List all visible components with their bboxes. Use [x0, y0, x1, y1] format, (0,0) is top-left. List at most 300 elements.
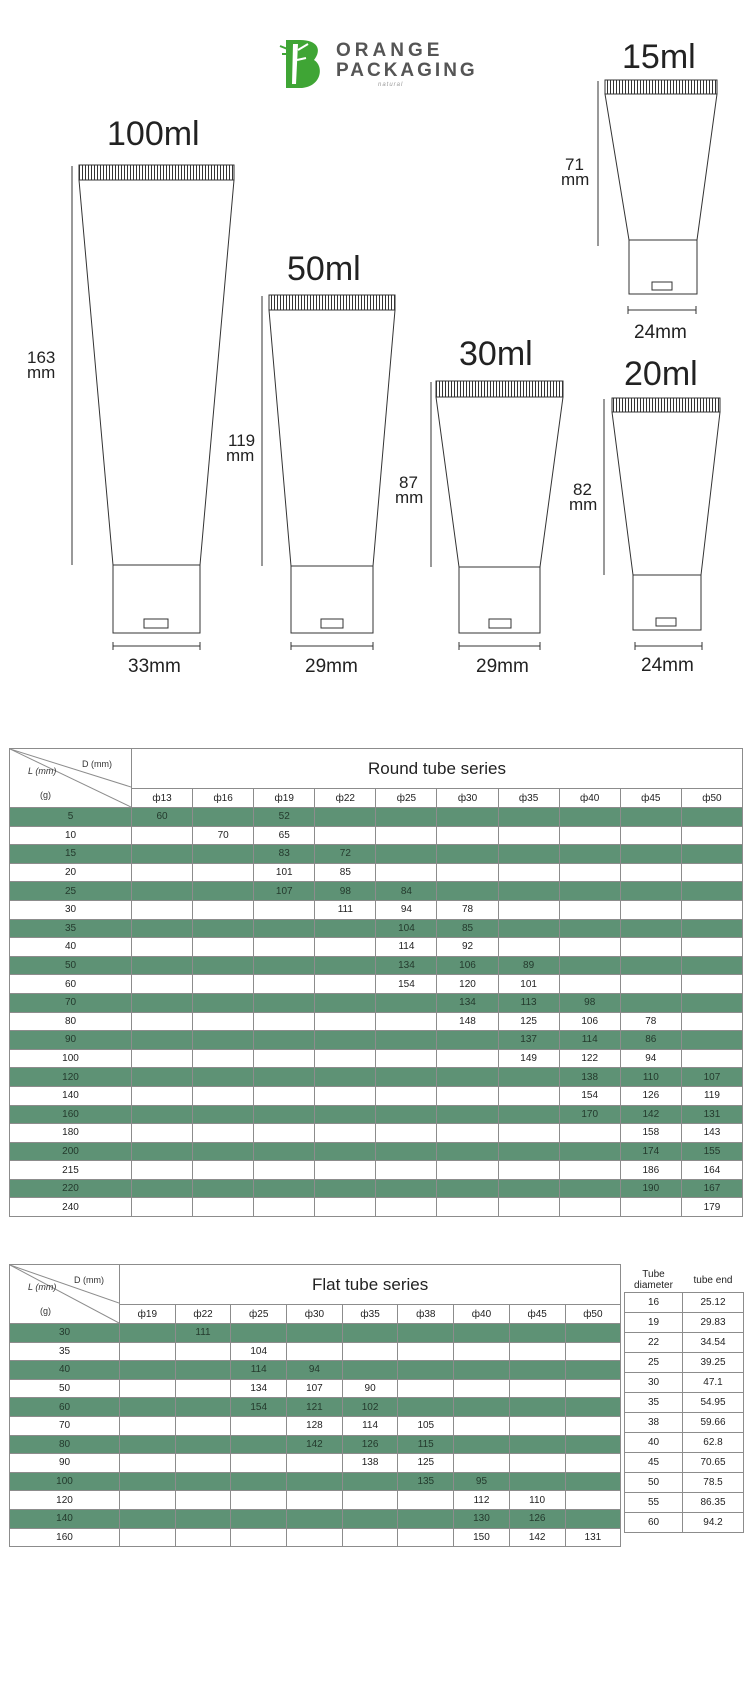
- table-cell: 102: [342, 1398, 398, 1417]
- table-cell: [120, 1416, 176, 1435]
- table-cell: [193, 1179, 254, 1198]
- brand-name-line1: ORANGE: [336, 40, 444, 61]
- table-cell: [454, 1416, 510, 1435]
- table-cell: [193, 900, 254, 919]
- table-cell: [454, 1398, 510, 1417]
- table-cell: [231, 1324, 287, 1343]
- tube-20ml-volume: 20ml: [624, 355, 698, 393]
- tube-100ml-volume: 100ml: [107, 115, 200, 153]
- row-length-cell: 160: [10, 1528, 120, 1547]
- table-row: [625, 1413, 744, 1433]
- table-cell: [315, 1012, 376, 1031]
- table-cell: 98: [559, 993, 620, 1012]
- row-length-cell: 50: [10, 1379, 120, 1398]
- table-cell: [175, 1491, 231, 1510]
- table-row: [10, 1361, 621, 1380]
- table-cell: 110: [620, 1068, 681, 1087]
- table-cell: 126: [509, 1509, 565, 1528]
- table-cell: [342, 1491, 398, 1510]
- column-header: ф50: [565, 1305, 621, 1324]
- table-cell: [132, 1161, 193, 1180]
- table-cell: [398, 1324, 454, 1343]
- table-cell: [681, 900, 742, 919]
- table-cell: 130: [454, 1509, 510, 1528]
- table-cell: [175, 1528, 231, 1547]
- table-cell: [559, 900, 620, 919]
- row-length-cell: 80: [10, 1435, 120, 1454]
- table-cell: [565, 1379, 621, 1398]
- table-row: [625, 1373, 744, 1393]
- table-cell: [315, 826, 376, 845]
- table-cell: [254, 956, 315, 975]
- tube-20ml-height-value: 82: [573, 480, 592, 499]
- table-cell: [437, 1198, 498, 1217]
- table-cell: [437, 1068, 498, 1087]
- table-cell: 94: [287, 1361, 343, 1380]
- row-length-cell: 100: [10, 1049, 132, 1068]
- table-cell: [254, 1105, 315, 1124]
- table-cell: 110: [509, 1491, 565, 1510]
- table-cell: [376, 1049, 437, 1068]
- column-header: ф45: [509, 1305, 565, 1324]
- table-cell: [193, 938, 254, 957]
- table-row: [10, 1472, 621, 1491]
- table-cell: [437, 1031, 498, 1050]
- tube-20ml-outline: [604, 398, 720, 650]
- table-cell: [132, 1142, 193, 1161]
- table-cell: [254, 993, 315, 1012]
- row-length-cell: 90: [10, 1031, 132, 1050]
- tube-end-cell: 94.2: [683, 1513, 744, 1533]
- row-length-cell: 60: [10, 1398, 120, 1417]
- table-cell: 78: [437, 900, 498, 919]
- table-cell: [193, 993, 254, 1012]
- tube-20ml-width: 24mm: [641, 655, 694, 676]
- table-cell: 135: [398, 1472, 454, 1491]
- table-cell: [398, 1379, 454, 1398]
- table-cell: [193, 1068, 254, 1087]
- table-cell: [376, 1086, 437, 1105]
- table-cell: 158: [620, 1124, 681, 1143]
- brand-name-line2: PACKAGING: [336, 60, 478, 81]
- table-cell: [681, 993, 742, 1012]
- corner-l-label: L (mm): [28, 1282, 57, 1292]
- table-cell: [231, 1472, 287, 1491]
- table-cell: [254, 1068, 315, 1087]
- table-cell: [193, 845, 254, 864]
- table-cell: [454, 1361, 510, 1380]
- table-cell: [315, 993, 376, 1012]
- column-header: ф25: [376, 789, 437, 808]
- row-length-cell: 70: [10, 993, 132, 1012]
- column-header: ф50: [681, 789, 742, 808]
- table-cell: [498, 845, 559, 864]
- table-cell: 114: [342, 1416, 398, 1435]
- table-cell: [254, 1198, 315, 1217]
- table-cell: [620, 826, 681, 845]
- table-cell: [231, 1454, 287, 1473]
- table-row: [10, 1124, 743, 1143]
- table-cell: 125: [498, 1012, 559, 1031]
- table-row: [10, 900, 743, 919]
- table-cell: 52: [254, 808, 315, 827]
- table-cell: 122: [559, 1049, 620, 1068]
- table-cell: 126: [342, 1435, 398, 1454]
- tube-30ml-height-value: 87: [399, 473, 418, 492]
- table-cell: [498, 1161, 559, 1180]
- table-cell: [437, 1086, 498, 1105]
- table-cell: [254, 1031, 315, 1050]
- table-cell: [193, 1105, 254, 1124]
- diameter-cell: 19: [625, 1313, 683, 1333]
- table-cell: 89: [498, 956, 559, 975]
- table-cell: 101: [254, 863, 315, 882]
- table-row: [10, 1068, 743, 1087]
- table-cell: [287, 1454, 343, 1473]
- table-cell: [193, 808, 254, 827]
- table-cell: 143: [681, 1124, 742, 1143]
- diameter-cell: 22: [625, 1333, 683, 1353]
- table-cell: [437, 826, 498, 845]
- table-cell: [132, 826, 193, 845]
- table-cell: 154: [231, 1398, 287, 1417]
- row-length-cell: 60: [10, 975, 132, 994]
- table-cell: [498, 808, 559, 827]
- table-cell: [559, 826, 620, 845]
- tube-end-cell: 86.35: [683, 1493, 744, 1513]
- corner-d-label: D (mm): [74, 1275, 105, 1285]
- tube-diameter-header: Tube diameter: [634, 1269, 673, 1291]
- table-cell: [509, 1435, 565, 1454]
- table-cell: 134: [437, 993, 498, 1012]
- table-cell: 107: [681, 1068, 742, 1087]
- table-cell: [132, 1198, 193, 1217]
- table-cell: [315, 1179, 376, 1198]
- table-cell: [398, 1491, 454, 1510]
- tube-drawings: [0, 0, 750, 700]
- flat-table-title: Flat tube series: [120, 1265, 621, 1305]
- table-cell: [620, 882, 681, 901]
- table-cell: 137: [498, 1031, 559, 1050]
- tube-end-cell: 78.5: [683, 1473, 744, 1493]
- table-cell: 154: [559, 1086, 620, 1105]
- table-cell: 126: [620, 1086, 681, 1105]
- table-cell: [620, 900, 681, 919]
- tube-end-cell: 34.54: [683, 1333, 744, 1353]
- table-cell: [315, 1049, 376, 1068]
- column-header: ф22: [315, 789, 376, 808]
- table-cell: [193, 1142, 254, 1161]
- table-cell: [254, 975, 315, 994]
- table-cell: [120, 1509, 176, 1528]
- table-cell: 90: [342, 1379, 398, 1398]
- table-row: [625, 1333, 744, 1353]
- table-cell: [231, 1528, 287, 1547]
- column-header: ф40: [454, 1305, 510, 1324]
- table-cell: [342, 1342, 398, 1361]
- table-cell: [254, 1161, 315, 1180]
- table-cell: [498, 919, 559, 938]
- table-cell: [132, 1049, 193, 1068]
- row-length-cell: 35: [10, 919, 132, 938]
- table-cell: 125: [398, 1454, 454, 1473]
- table-cell: 149: [498, 1049, 559, 1068]
- table-cell: [132, 956, 193, 975]
- table-cell: [454, 1379, 510, 1398]
- tube-end-cell: 70.65: [683, 1453, 744, 1473]
- table-cell: [565, 1416, 621, 1435]
- table-cell: 113: [498, 993, 559, 1012]
- table-cell: [120, 1491, 176, 1510]
- tube-end-header: tube end: [693, 1274, 733, 1286]
- table-cell: 142: [509, 1528, 565, 1547]
- table-cell: [254, 1142, 315, 1161]
- row-length-cell: 100: [10, 1472, 120, 1491]
- diameter-cell: 55: [625, 1493, 683, 1513]
- diameter-cell: 50: [625, 1473, 683, 1493]
- table-cell: 86: [620, 1031, 681, 1050]
- table-cell: [498, 882, 559, 901]
- table-cell: [376, 845, 437, 864]
- row-length-cell: 240: [10, 1198, 132, 1217]
- row-length-cell: 160: [10, 1105, 132, 1124]
- column-header: ф13: [132, 789, 193, 808]
- table-cell: 83: [254, 845, 315, 864]
- table-cell: [565, 1342, 621, 1361]
- table-cell: [315, 1161, 376, 1180]
- table-row: [10, 863, 743, 882]
- table-cell: [231, 1416, 287, 1435]
- table-cell: 98: [315, 882, 376, 901]
- table-cell: [437, 1049, 498, 1068]
- row-length-cell: 35: [10, 1342, 120, 1361]
- table-cell: 120: [437, 975, 498, 994]
- table-cell: [342, 1324, 398, 1343]
- tube-15ml-outline: [598, 80, 717, 314]
- tube-15ml-width: 24mm: [634, 322, 687, 343]
- table-cell: [193, 1086, 254, 1105]
- table-cell: [254, 1179, 315, 1198]
- table-cell: [315, 1031, 376, 1050]
- table-cell: [376, 808, 437, 827]
- table-cell: [376, 1031, 437, 1050]
- table-cell: 131: [565, 1528, 621, 1547]
- diameter-cell: 60: [625, 1513, 683, 1533]
- table-cell: [437, 1124, 498, 1143]
- column-header: ф35: [342, 1305, 398, 1324]
- table-cell: [498, 938, 559, 957]
- table-cell: 138: [342, 1454, 398, 1473]
- tube-50ml-outline: [262, 295, 395, 650]
- row-length-cell: 30: [10, 1324, 120, 1343]
- column-header: ф35: [498, 789, 559, 808]
- tube-end-cell: 47.1: [683, 1373, 744, 1393]
- table-cell: [132, 993, 193, 1012]
- corner-l-label: L (mm): [28, 766, 57, 776]
- table-cell: [681, 808, 742, 827]
- table-cell: [437, 1105, 498, 1124]
- row-length-cell: 140: [10, 1509, 120, 1528]
- diameter-cell: 45: [625, 1453, 683, 1473]
- table-cell: [287, 1324, 343, 1343]
- tube-15ml-height-value: 71: [565, 155, 584, 174]
- table-cell: 154: [376, 975, 437, 994]
- table-cell: [376, 1105, 437, 1124]
- table-cell: [132, 919, 193, 938]
- table-row: [10, 1528, 621, 1547]
- row-length-cell: 140: [10, 1086, 132, 1105]
- table-cell: [376, 1198, 437, 1217]
- table-cell: [498, 1105, 559, 1124]
- table-cell: [620, 993, 681, 1012]
- table-cell: [376, 1124, 437, 1143]
- table-cell: [175, 1398, 231, 1417]
- table-cell: [193, 863, 254, 882]
- row-length-cell: 25: [10, 882, 132, 901]
- table-cell: 107: [287, 1379, 343, 1398]
- table-cell: [509, 1416, 565, 1435]
- table-cell: 186: [620, 1161, 681, 1180]
- table-row: [625, 1353, 744, 1373]
- table-cell: 65: [254, 826, 315, 845]
- table-cell: [620, 1198, 681, 1217]
- row-length-cell: 90: [10, 1454, 120, 1473]
- tube-end-cell: 39.25: [683, 1353, 744, 1373]
- table-cell: [437, 808, 498, 827]
- table-cell: [559, 1124, 620, 1143]
- tube-end-cell: 54.95: [683, 1393, 744, 1413]
- row-length-cell: 70: [10, 1416, 120, 1435]
- table-cell: [565, 1491, 621, 1510]
- table-cell: 115: [398, 1435, 454, 1454]
- table-cell: [193, 956, 254, 975]
- row-length-cell: 30: [10, 900, 132, 919]
- table-cell: [376, 863, 437, 882]
- table-cell: [315, 975, 376, 994]
- tube-end-cell: 62.8: [683, 1433, 744, 1453]
- table-row: [625, 1453, 744, 1473]
- table-cell: [193, 1031, 254, 1050]
- table-row: [10, 1179, 743, 1198]
- diameter-cell: 38: [625, 1413, 683, 1433]
- table-row: [10, 919, 743, 938]
- tube-15ml-volume: 15ml: [622, 38, 696, 76]
- table-cell: 85: [437, 919, 498, 938]
- tube-50ml-height-unit: mm: [226, 446, 255, 465]
- table-cell: 179: [681, 1198, 742, 1217]
- table-cell: 111: [175, 1324, 231, 1343]
- table-cell: [231, 1491, 287, 1510]
- diameter-cell: 35: [625, 1393, 683, 1413]
- table-cell: 170: [559, 1105, 620, 1124]
- table-cell: [559, 919, 620, 938]
- table-cell: [681, 956, 742, 975]
- table-cell: [315, 1198, 376, 1217]
- diameter-cell: 16: [625, 1293, 683, 1313]
- table-cell: 119: [681, 1086, 742, 1105]
- table-cell: [120, 1342, 176, 1361]
- diagonal-lines: [10, 749, 131, 807]
- table-row: [625, 1433, 744, 1453]
- table-cell: [132, 1068, 193, 1087]
- table-cell: [398, 1342, 454, 1361]
- table-cell: [559, 938, 620, 957]
- column-header: ф16: [193, 789, 254, 808]
- table-cell: [565, 1398, 621, 1417]
- table-cell: [559, 845, 620, 864]
- table-cell: [120, 1435, 176, 1454]
- table-cell: [193, 1161, 254, 1180]
- table-row: [10, 1198, 743, 1217]
- table-cell: 121: [287, 1398, 343, 1417]
- table-cell: 142: [620, 1105, 681, 1124]
- table-cell: 131: [681, 1105, 742, 1124]
- table-row: [625, 1513, 744, 1533]
- table-row: [10, 882, 743, 901]
- table-row: [10, 1031, 743, 1050]
- table-cell: [454, 1342, 510, 1361]
- row-length-cell: 180: [10, 1124, 132, 1143]
- table-row: [10, 993, 743, 1012]
- tube-20ml-height-unit: mm: [569, 495, 598, 514]
- table-cell: [175, 1342, 231, 1361]
- table-row: [625, 1293, 744, 1313]
- table-cell: [193, 919, 254, 938]
- table-cell: [132, 1124, 193, 1143]
- table-cell: [509, 1361, 565, 1380]
- table-cell: [498, 1068, 559, 1087]
- table-cell: [376, 1179, 437, 1198]
- table-row: [10, 1049, 743, 1068]
- table-cell: [193, 1049, 254, 1068]
- tube-100ml-width: 33mm: [128, 656, 181, 677]
- table-cell: [132, 1086, 193, 1105]
- tube-100ml-outline: [72, 165, 234, 650]
- table-cell: [681, 863, 742, 882]
- table-cell: [398, 1509, 454, 1528]
- table-cell: [437, 882, 498, 901]
- tube-50ml-width: 29mm: [305, 656, 358, 677]
- column-header: ф19: [120, 1305, 176, 1324]
- table-cell: [509, 1342, 565, 1361]
- column-header: ф22: [175, 1305, 231, 1324]
- table-row: [10, 1105, 743, 1124]
- table-cell: [132, 900, 193, 919]
- table-row: [10, 845, 743, 864]
- table-cell: 70: [193, 826, 254, 845]
- table-cell: [565, 1454, 621, 1473]
- table-cell: 104: [376, 919, 437, 938]
- table-row: [10, 1435, 621, 1454]
- table-cell: [315, 1068, 376, 1087]
- table-cell: [559, 863, 620, 882]
- column-header: ф30: [437, 789, 498, 808]
- table-cell: 128: [287, 1416, 343, 1435]
- table-cell: [315, 919, 376, 938]
- table-cell: 174: [620, 1142, 681, 1161]
- table-row: [10, 975, 743, 994]
- table-cell: [559, 1142, 620, 1161]
- table-cell: [398, 1528, 454, 1547]
- table-cell: [376, 993, 437, 1012]
- table-cell: 94: [620, 1049, 681, 1068]
- table-cell: 142: [287, 1435, 343, 1454]
- tube-end-cell: 25.12: [683, 1293, 744, 1313]
- table-cell: [120, 1528, 176, 1547]
- table-cell: [437, 1179, 498, 1198]
- table-row: [10, 826, 743, 845]
- tube-end-cell: 59.66: [683, 1413, 744, 1433]
